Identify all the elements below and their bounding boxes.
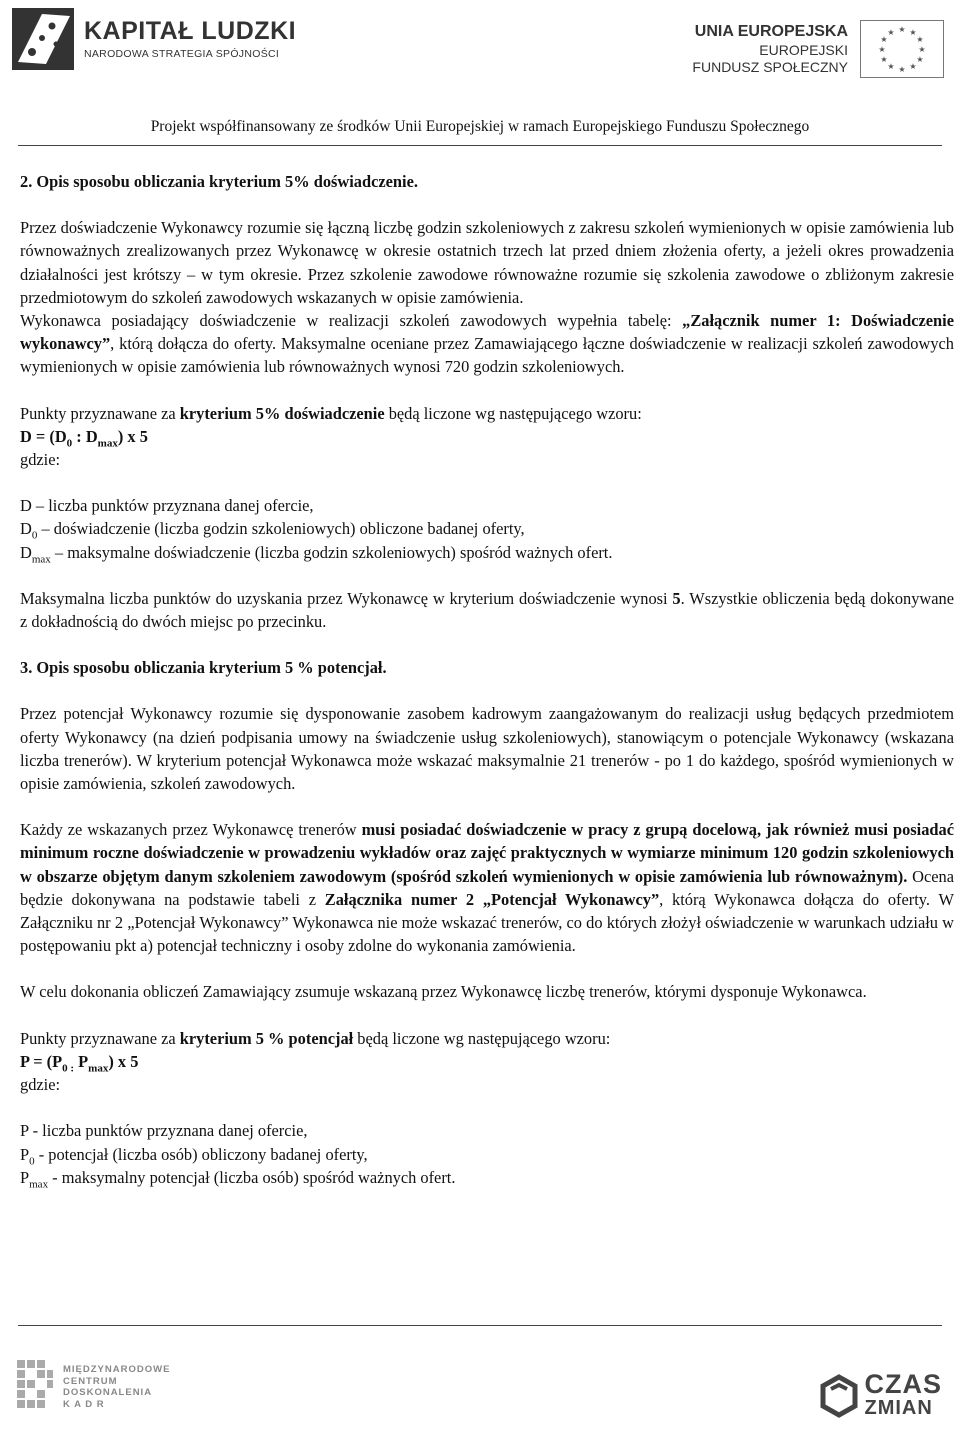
s2-where-label: gdzie: [20,450,61,470]
s3-def-1: P - liczba punktów przyznana danej ofercie, [20,1121,308,1141]
header-caption: Projekt współfinansowany ze środków Unii Europejskiej w ramach Europejskiego Funduszu Społecznego [150,118,810,135]
s2-def-1: D – liczba punktów przyznana danej ofercie, [20,496,314,516]
eu-logo [692,20,944,78]
page-header [0,0,960,150]
eu-line3: FUNDUSZ SPOŁECZNY [692,59,848,75]
kapital-ludzki-title: KAPITAŁ LUDZKI [84,17,297,46]
eu-line2: EUROPEJSKI [759,41,848,58]
svg-text:★: ★ [887,62,895,71]
cdk-line-4: K A D R [63,1398,105,1410]
eu-flag-icon [860,20,944,78]
s3-paragraph-4: Punkty przyznawane za kryterium 5 % potencjał będą liczone wg następującego wzoru: [20,1028,611,1048]
s3-def-3: $P_{max}$ - maksymalny potencjał (liczba osób) spośród ważnych ofert. [20,1167,456,1190]
s2-def-2: $D_0$ – doświadczenie (liczba godzin szkoleniowych) obliczone badanej oferty, [20,519,525,542]
kapital-ludzki-logo [12,8,296,70]
s3-criterion-name: kryterium 5 % potencjał [179,1028,354,1048]
document-body [20,158,954,1189]
s2-def-3: $D_{max}$ – maksymalne doświadczenie (liczba godzin szkoleniowych) spośród ważnych ofert. [20,542,613,565]
header-divider [18,145,942,146]
czas-zmian-line-2: ZMIAN [864,1397,933,1419]
svg-text:★: ★ [878,45,886,54]
eu-title: UNIA EUROPEJSKA [694,22,848,40]
cdk-logo [15,1358,170,1416]
svg-text:★: ★ [916,55,924,64]
footer-divider [18,1325,942,1326]
s2-attachment-1-ref: „Załącznik numer 1: Doświadczenie wykonawcy” [20,311,954,354]
cdk-emblem-icon [15,1358,55,1416]
svg-text:★: ★ [887,28,895,37]
cdk-line-2: CENTRUM [63,1375,118,1387]
svg-text:★: ★ [880,35,888,44]
svg-text:★: ★ [909,62,917,71]
s2-formula: $D = (D_0$ : $D_{max}$) x 5 [20,426,148,450]
s2-paragraph-3: Punkty przyznawane za kryterium 5% doświadczenie będą liczone wg następującego wzoru: [20,403,642,423]
section-2-heading: 2. Opis sposobu obliczania kryterium 5% doświadczenie. [20,172,418,191]
s3-formula: $P = (P_{0 :}$ $P_{max}$) x 5 [20,1051,139,1075]
svg-text:★: ★ [880,55,888,64]
czas-zmian-emblem-icon [819,1373,859,1419]
cdk-line-1: MIĘDZYNARODOWE [63,1364,171,1375]
cdk-line-3: DOSKONALENIA [63,1387,153,1398]
s3-def-2: $P_0$ - potencjał (liczba osób) obliczony badanej oferty, [20,1144,368,1167]
s2-paragraph-4: Maksymalna liczba punktów do uzyskania przez Wykonawcę w kryterium doświadczenie wynosi 5. Wszystkie obliczenia będą dokonywane z dokładnością do dwóch miejsc po przecinku. [20,588,954,632]
svg-text:★: ★ [909,28,917,37]
czas-zmian-line-1: CZAS [864,1369,942,1399]
svg-text:★: ★ [918,45,926,54]
svg-text:★: ★ [898,25,906,34]
svg-text:★: ★ [916,35,924,44]
czas-zmian-logo [819,1369,943,1420]
s2-criterion-name: kryterium 5% doświadczenie [179,403,385,423]
s3-paragraph-1: Przez potencjał Wykonawcy rozumie się dysponowanie zasobem kadrowym zaangażowanym do realizacji usług będących przedmiotem oferty Wykonawcy (na dzień podpisania umowy na świadczenie usług szkoleniowych), stanowiącym o potencjale Wykonawcy (wskazana liczba trenerów). W kryterium potencjał Wykonawca może wskazać maksymalnie 21 trenerów - po 1 do każdego, spośród wymienionych w opisie zamówienia, szkoleń zawodowych. [20,704,954,794]
s3-paragraph-3: W celu dokonania obliczeń Zamawiający zsumuje wskazaną przez Wykonawcę liczbę trenerów, którymi dysponuje Wykonawca. [20,982,867,1002]
s2-paragraph-2: Wykonawca posiadający doświadczenie w realizacji szkoleń zawodowych wypełnia tabelę: „Załącznik numer 1: Doświadczenie wykonawcy”, którą dołącza do oferty. Maksymalne oceniane przez Zamawiającego łączne doświadczenie w realizacji szkoleń zawodowych wymienionych w opisie zamówienia lub równoważnych wynosi 720 godzin szkoleniowych. [20,311,954,377]
svg-text:★: ★ [898,65,906,74]
kapital-ludzki-emblem-icon [12,8,74,70]
section-3-heading: 3. Opis sposobu obliczania kryterium 5 % potencjał. [20,658,387,678]
s3-attachment-2-ref: Załącznika numer 2 „Potencjał Wykonawcy” [324,889,660,909]
s2-paragraph-1: Przez doświadczenie Wykonawcy rozumie się łączną liczbę godzin szkoleniowych z zakresu szkoleń wymienionych w opisie zamówienia lub równoważnych zrealizowanych przez Wykonawcę w okresie ostatnich trzech lat przed dniem złożenia oferty, a jeżeli okres prowadzenia działalności jest krótszy – w tym okresie. Przez szkolenie zawodowe równoważne rozumie się szkolenia zawodowe o zbliżonym zakresie przedmiotowym do szkoleń zawodowych wskazanych w opisie zamówienia. [20,218,954,307]
kapital-ludzki-subtitle: NARODOWA STRATEGIA SPÓJNOŚCI [84,47,280,60]
s3-paragraph-2: Każdy ze wskazanych przez Wykonawcę trenerów musi posiadać doświadczenie w pracy z grupą docelową, jak również musi posiadać minimum roczne doświadczenie w prowadzeniu wykładów oraz zajęć praktycznych w wymiarze minimum 120 godzin szkoleniowych w obszarze objętym danym szkoleniem zawodowym (spośród szkoleń wymienionych w opisie zamówienia lub równoważnym). Ocena będzie dokonywana na podstawie tabeli z Załącznika numer 2 „Potencjał Wykonawcy”, którą Wykonawca dołącza do oferty. W Załączniku nr 2 „Potencjał Wykonawcy” Wykonawca nie może wskazać trenerów, co do których złożył oświadczenie w warunkach udziału w postępowaniu pkt a) potencjał techniczny i osoby zdolne do wykonania zamówienia. [20,820,954,956]
s3-where-label: gdzie: [20,1075,61,1095]
